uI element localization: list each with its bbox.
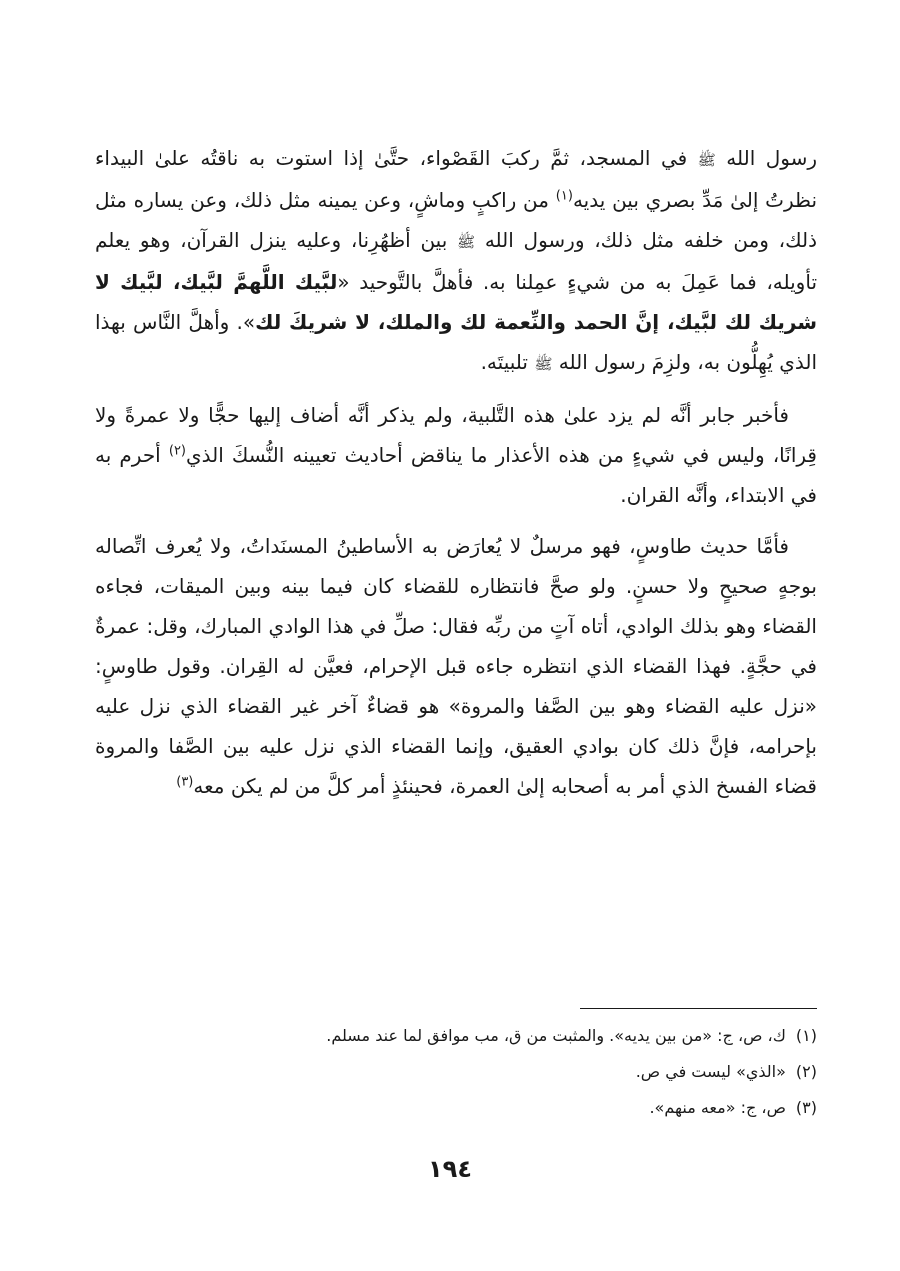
text-run: رسول الله	[715, 146, 817, 170]
text-run: فأخبر جابر أنَّه لم يزد علىٰ هذه التَّلبية، ولم يذكر أنَّه أضاف إليها حجًّا ولا عمرةً ولا قِرانًا، وليس في شيءٍ من هذه الأعذار ما يناقض أحاديث تعيينه النُّسكَ الذي	[95, 403, 817, 467]
main-text	[95, 138, 817, 817]
salawat-symbol: ﷺ	[534, 355, 553, 373]
footnotes	[95, 1018, 817, 1126]
paragraph-2	[95, 395, 817, 515]
text-run: ». وأهلَّ النَّاس بهذا الذي يُهِلُّون به، ولزِمَ رسول الله	[95, 310, 817, 374]
paragraph-3	[95, 526, 817, 806]
footnote-number: (١)	[795, 1026, 817, 1045]
page-number: ١٩٤	[428, 1155, 472, 1183]
footnote-text: ك، ص، ج: «من بين يديه». والمثبت من ق، مب موافق لما عند مسلم.	[326, 1026, 786, 1045]
footnote-2	[95, 1054, 817, 1090]
talbiya-text: لبَّيك اللَّهمَّ لبَّيك، لبَّيك لا شريك لك لبَّيك، إنَّ الحمد والنِّعمة لك والملك، لا شريكَ لك	[95, 270, 817, 334]
footnote-ref-2[interactable]: (٢)	[168, 443, 186, 459]
salawat-symbol: ﷺ	[457, 233, 476, 251]
text-run: أحرم به في الابتداء، وأنَّه القران.	[95, 443, 817, 507]
footnote-number: (٣)	[795, 1098, 817, 1117]
text-run: فأمَّا حديث طاوسٍ، فهو مرسلٌ لا يُعارَض به الأساطينُ المسنَداتُ، ولا يُعرف اتِّصاله بوجهٍ صحيحٍ ولا حسنٍ. ولو صحَّ فانتظاره للقضاء كان فيما بينه وبين الميقات، فجاءه القضاء وهو بذلك الوادي، أتاه آتٍ من ربِّه فقال: صلِّ في هذا الوادي المبارك، وقل: عمرةٌ في حجَّةٍ. فهذا القضاء الذي انتظره جاءه قبل الإحرام، فعيَّن له القِران. وقول طاوسٍ: «نزل عليه القضاء وهو بين الصَّفا والمروة» هو قضاءٌ آخر غير القضاء الذي نزل عليه بإحرامه، فإنَّ ذلك كان بوادي العقيق، وإنما القضاء الذي نزل عليه بين الصَّفا والمروة قضاء الفسخ الذي أمر به أصحابه إلىٰ العمرة، فحينئذٍ أمر كلَّ من لم يكن معه	[95, 534, 817, 798]
footnote-1	[95, 1018, 817, 1054]
text-run: بين أظهُرِنا، وعليه ينزل القرآن، وهو يعلم تأويله، فما عَمِلَ به من شيءٍ عمِلنا به. فأهلَّ بالتَّوحيد «	[95, 228, 818, 294]
text-run: من راكبٍ وماشٍ، وعن يمينه مثل ذلك، وعن يساره مثل ذلك، ومن خلفه مثل ذلك، ورسول الله	[95, 188, 817, 252]
footnote-separator	[580, 1008, 817, 1009]
text-run: في المسجد، ثمَّ ركبَ القَصْواء، حتَّىٰ إذا استوت به ناقتُه علىٰ البيداء نظرتُ إلىٰ مَدِّ بصري بين يديه	[95, 146, 818, 212]
footnote-text: «الذي» ليست في ص.	[635, 1062, 786, 1081]
paragraph-1	[95, 138, 817, 384]
footnote-text: ص، ج: «معه منهم».	[649, 1098, 786, 1117]
footnote-ref-3[interactable]: (٣)	[176, 774, 194, 790]
footnote-3	[95, 1090, 817, 1126]
salawat-symbol: ﷺ	[697, 151, 716, 169]
text-run: تلبيتَه.	[480, 350, 535, 374]
footnote-ref-1[interactable]: (١)	[555, 188, 573, 204]
footnote-number: (٢)	[795, 1062, 817, 1081]
